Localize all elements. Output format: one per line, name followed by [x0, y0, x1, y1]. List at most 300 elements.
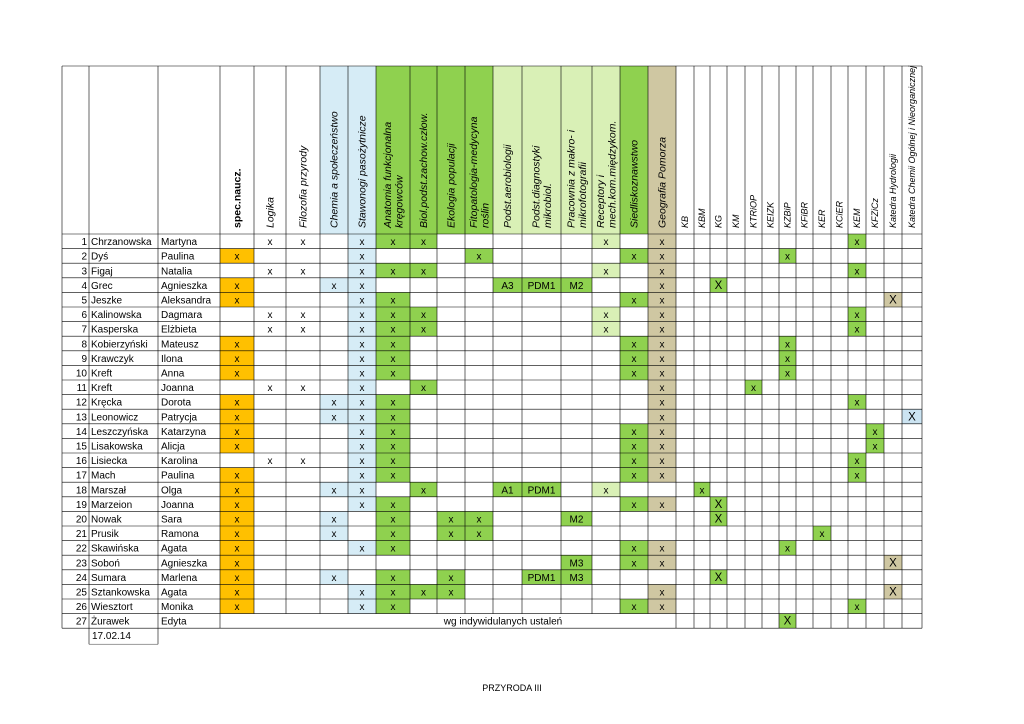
assignment-mark: x — [234, 251, 240, 263]
assignment-mark: x — [390, 266, 396, 278]
assignment-mark: x — [359, 266, 365, 278]
assignment-mark: x — [390, 339, 396, 351]
column-header-7: Biol.podst.zachow.człow. — [418, 112, 431, 228]
assignment-mark: x — [631, 339, 637, 351]
assignment-mark: x — [659, 426, 665, 438]
assignment-mark: x — [872, 426, 878, 438]
assignment-mark: x — [854, 266, 860, 278]
assignment-mark: x — [331, 412, 337, 424]
column-header-29: Katedra Chemii Ogólnej i Nieorganicznej — [907, 65, 918, 228]
row-number: 4 — [81, 280, 87, 292]
assignment-mark: x — [854, 324, 860, 336]
assignment-mark: x — [359, 426, 365, 438]
assignment-mark: x — [390, 441, 396, 453]
student-surname: Kręcka — [91, 397, 123, 409]
column-header-12: Pracownia z makro- imikrofotografii — [565, 129, 589, 228]
table-row — [220, 395, 866, 410]
assignment-mark: x — [390, 470, 396, 482]
assignment-mark: x — [421, 587, 426, 599]
student-surname: Lisakowska — [91, 441, 143, 453]
student-first-name: Alicja — [161, 441, 185, 453]
column-header-27: KFZiCz — [870, 198, 881, 228]
row-number: 20 — [75, 514, 87, 526]
assignment-mark: x — [854, 310, 860, 322]
student-surname: Grec — [91, 280, 113, 292]
column-header-3: Filozofia przyrody — [297, 145, 310, 228]
assignment-mark: x — [359, 543, 365, 555]
assignment-mark: x — [659, 456, 665, 468]
assignment-mark: x — [476, 514, 482, 526]
assignment-mark: x — [267, 324, 273, 336]
row-number: 17 — [75, 470, 87, 482]
assignment-mark: x — [659, 368, 665, 380]
column-header-1: spec.naucz. — [231, 168, 244, 228]
column-header-21: KEIZK — [765, 201, 776, 228]
assignment-mark: x — [234, 587, 240, 599]
row-number: 24 — [75, 572, 87, 584]
table-row — [220, 424, 884, 439]
assignment-mark: M3 — [569, 558, 584, 570]
assignment-mark: x — [390, 397, 396, 409]
assignment-mark: x — [300, 310, 306, 322]
table-row — [220, 511, 727, 526]
assignment-mark: x — [631, 295, 637, 307]
column-header-26: KEM — [852, 208, 863, 228]
column-header-28: Katedra Hydrologii — [888, 153, 899, 228]
table-row — [220, 278, 727, 293]
column-header-19: KM — [731, 214, 742, 228]
student-first-name: Elżbieta — [161, 324, 197, 336]
column-header-2: Logika — [264, 197, 277, 228]
table-row — [220, 468, 866, 483]
assignment-mark: x — [631, 470, 637, 482]
assignment-mark: x — [234, 499, 240, 511]
student-first-name: Aleksandra — [161, 295, 212, 307]
student-surname: Kobierzyński — [91, 339, 148, 351]
student-surname: Lisiecka — [91, 456, 128, 468]
assignment-mark: x — [300, 324, 306, 336]
assignment-mark: x — [359, 499, 365, 511]
assignment-mark: x — [234, 543, 240, 555]
header-row — [320, 66, 676, 234]
assignment-mark: x — [872, 441, 878, 453]
assignment-mark: x — [359, 237, 365, 249]
assignment-mark: x — [300, 237, 306, 249]
assignment-mark: x — [631, 251, 637, 263]
assignment-mark: x — [234, 353, 240, 365]
assignment-mark: X — [783, 615, 792, 628]
assignment-mark: M2 — [569, 514, 584, 526]
student-surname: Wiesztort — [91, 602, 133, 614]
column-header-11: Podst.diagnostykimikrobiol. — [530, 145, 554, 228]
row-number: 3 — [81, 266, 87, 278]
column-header-25: KCiER — [834, 200, 845, 228]
assignment-mark: x — [359, 602, 365, 614]
row-number: 12 — [75, 397, 87, 409]
student-first-name: Anna — [161, 368, 185, 380]
assignment-mark: x — [390, 237, 396, 249]
assignment-mark: x — [390, 426, 396, 438]
table-row — [220, 497, 727, 512]
column-header-23: KFiBR — [799, 201, 810, 228]
assignment-mark: x — [359, 339, 365, 351]
assignment-mark: x — [659, 251, 665, 263]
row-number: 7 — [81, 324, 87, 336]
table-row — [220, 570, 727, 585]
student-surname: Żurawek — [91, 616, 130, 628]
assignment-mark: x — [659, 441, 665, 453]
student-surname: Mach — [91, 470, 116, 482]
student-first-name: Karolina — [161, 456, 198, 468]
assignment-mark: x — [854, 397, 860, 409]
student-surname: Skawińska — [91, 543, 139, 555]
assignment-mark: x — [390, 324, 396, 336]
student-first-name: Joanna — [161, 499, 194, 511]
row-number: 19 — [75, 499, 87, 511]
table-row — [348, 453, 866, 468]
column-header-4: Chemia a społeczeństwo — [328, 111, 341, 228]
assignment-mark: x — [359, 310, 365, 322]
assignment-mark: x — [331, 397, 337, 409]
student-first-name: Ramona — [161, 529, 199, 541]
assignment-mark: x — [359, 324, 365, 336]
assignment-mark: x — [359, 353, 365, 365]
assignment-mark: x — [631, 456, 637, 468]
student-first-name: Natalia — [161, 266, 193, 278]
assignment-mark: x — [267, 310, 273, 322]
assignment-mark: x — [659, 353, 665, 365]
assignment-mark: x — [234, 558, 240, 570]
column-header-10: Podst.aerobiologii — [502, 144, 515, 228]
column-header-6: Anatomia funkcjonalnakręgowców — [381, 121, 406, 228]
assignment-mark: X — [714, 571, 723, 584]
row-number: 13 — [75, 412, 87, 424]
column-header-8: Ekologia populacji — [445, 143, 458, 228]
table-row — [220, 351, 796, 366]
assignment-mark: X — [889, 586, 897, 599]
assignment-mark: x — [234, 339, 240, 351]
assignment-mark: x — [390, 456, 396, 468]
student-surname: Sumara — [91, 572, 127, 584]
assignment-mark: x — [421, 485, 426, 497]
student-surname: Sztankowska — [91, 587, 150, 599]
row-number: 23 — [75, 558, 87, 570]
column-header-14: Siedliskoznawstwo — [628, 139, 641, 228]
student-text — [76, 237, 916, 628]
assignment-mark: x — [359, 397, 365, 409]
page-footer: PRZYRODA III — [482, 683, 542, 693]
row-number: 10 — [75, 368, 87, 380]
assignment-mark: A3 — [501, 280, 514, 292]
student-surname: Figaj — [91, 266, 113, 278]
column-header-15: Geografia Pomorza — [656, 136, 669, 228]
assignment-mark: x — [659, 383, 665, 395]
student-surname: Dyś — [91, 251, 109, 263]
row-number: 9 — [81, 353, 87, 365]
assignment-mark: x — [448, 514, 454, 526]
row-number: 14 — [75, 426, 87, 438]
assignment-mark: x — [331, 485, 337, 497]
assignment-mark: x — [234, 412, 240, 424]
student-first-name: Agata — [161, 587, 188, 599]
assignment-mark: x — [631, 543, 637, 555]
assignment-mark: x — [300, 266, 306, 278]
assignment-mark: x — [854, 237, 860, 249]
row-number: 26 — [75, 602, 87, 614]
assignment-mark: x — [631, 353, 637, 365]
assignment-mark: x — [603, 324, 609, 336]
assignment-mark: x — [390, 499, 396, 511]
assignment-mark: x — [659, 295, 665, 307]
assignment-mark: x — [359, 383, 365, 395]
table-row — [220, 365, 796, 380]
table-row — [220, 541, 796, 556]
table-row — [220, 409, 922, 424]
row-number: 16 — [75, 456, 87, 468]
student-surname: Kreft — [91, 383, 113, 395]
student-surname: Nowak — [91, 514, 122, 526]
assignment-mark: x — [234, 441, 240, 453]
assignment-mark: x — [603, 237, 609, 249]
assignment-mark: x — [421, 266, 426, 278]
student-first-name: Katarzyna — [161, 426, 207, 438]
assignment-mark: X — [889, 294, 897, 307]
assignment-mark: M2 — [569, 280, 584, 292]
student-first-name: Monika — [161, 602, 194, 614]
date-stamp: 17.02.14 — [92, 631, 131, 642]
column-header-16: KB — [680, 215, 691, 228]
assignment-mark: X — [714, 498, 723, 511]
column-header-18: KG — [713, 214, 724, 228]
student-first-name: Paulina — [161, 251, 195, 263]
student-first-name: Mateusz — [161, 339, 199, 351]
individual-arrangement-note: wg indywidulanych ustaleń — [443, 616, 563, 628]
student-surname: Leszczyńska — [91, 426, 149, 438]
column-header-22: KZBiP — [782, 202, 793, 228]
assignment-mark: x — [659, 310, 665, 322]
assignment-mark: x — [659, 266, 665, 278]
assignment-mark: x — [603, 310, 609, 322]
assignment-mark: x — [659, 324, 665, 336]
assignment-mark: x — [659, 237, 665, 249]
assignment-mark: x — [234, 295, 240, 307]
assignment-mark: A1 — [501, 485, 514, 497]
assignment-mark: x — [331, 529, 337, 541]
assignment-mark: x — [390, 353, 396, 365]
assignment-mark: PDM1 — [527, 280, 556, 292]
column-header-13: Receptory imech.kom.międzykom. — [594, 120, 619, 228]
student-first-name: Agnieszka — [161, 280, 208, 292]
assignment-mark: x — [448, 529, 454, 541]
assignment-mark: x — [699, 485, 705, 497]
assignment-mark: x — [359, 295, 365, 307]
assignment-mark: x — [359, 470, 365, 482]
assignment-mark: x — [603, 485, 609, 497]
assignment-mark: x — [267, 266, 273, 278]
assignment-mark: x — [659, 339, 665, 351]
assignment-mark: x — [659, 587, 665, 599]
assignment-mark: x — [659, 543, 665, 555]
assignment-mark: x — [390, 368, 396, 380]
assignment-mark: x — [785, 251, 790, 263]
row-number: 11 — [76, 383, 87, 395]
assignment-mark: x — [785, 543, 790, 555]
assignment-mark: x — [659, 558, 665, 570]
assignment-mark: x — [631, 441, 637, 453]
assignment-mark: x — [390, 572, 396, 584]
student-first-name: Ilona — [161, 353, 183, 365]
student-surname: Marzeion — [91, 499, 133, 511]
assignment-mark: x — [421, 310, 426, 322]
assignment-mark: x — [390, 529, 396, 541]
assignment-mark: x — [659, 602, 665, 614]
row-number: 2 — [81, 251, 87, 263]
student-first-name: Marlena — [161, 572, 198, 584]
column-header-24: KER — [817, 209, 828, 228]
table-row — [220, 526, 831, 541]
assignment-mark: x — [631, 426, 637, 438]
student-first-name: Paulina — [161, 470, 195, 482]
assignment-mark: x — [390, 602, 396, 614]
assignment-mark: x — [854, 470, 860, 482]
assignment-mark: x — [359, 485, 365, 497]
assignment-mark: x — [819, 529, 825, 541]
student-first-name: Dagmara — [161, 310, 203, 322]
assignment-mark: x — [267, 237, 273, 249]
row-number: 8 — [81, 339, 87, 351]
student-first-name: Edyta — [161, 616, 187, 628]
assignment-mark: x — [659, 499, 665, 511]
assignment-mark: x — [300, 383, 306, 395]
assignment-mark: x — [234, 426, 240, 438]
assignment-mark: x — [476, 251, 482, 263]
student-first-name: Martyna — [161, 237, 198, 249]
assignment-mark: x — [267, 383, 273, 395]
row-number: 1 — [81, 237, 87, 249]
student-surname: Leonowicz — [91, 412, 139, 424]
assignment-mark: x — [234, 529, 240, 541]
row-number: 6 — [81, 310, 87, 322]
assignment-mark: X — [714, 279, 723, 292]
row-number: 21 — [75, 529, 87, 541]
student-first-name: Agata — [161, 543, 188, 555]
student-first-name: Sara — [161, 514, 183, 526]
student-surname: Marszał — [91, 485, 127, 497]
assignment-mark: x — [331, 572, 337, 584]
assignment-mark: x — [421, 383, 426, 395]
assignment-mark: x — [359, 456, 365, 468]
assignment-mark: x — [390, 310, 396, 322]
assignment-mark: x — [359, 587, 365, 599]
assignment-mark: x — [234, 368, 240, 380]
student-first-name: Olga — [161, 485, 183, 497]
assignment-mark: x — [234, 470, 240, 482]
assignment-mark: X — [714, 513, 723, 526]
student-surname: Chrzanowska — [91, 237, 152, 249]
assignment-mark: x — [390, 514, 396, 526]
student-first-name: Agnieszka — [161, 558, 208, 570]
column-header-9: Fitopatologia-medycynaroślin — [467, 116, 492, 228]
student-first-name: Joanna — [161, 383, 194, 395]
assignment-mark: x — [603, 266, 609, 278]
row-number: 18 — [75, 485, 87, 497]
assignment-mark: x — [359, 441, 365, 453]
assignment-mark: x — [631, 499, 637, 511]
assignment-mark: x — [390, 295, 396, 307]
assignment-mark: x — [631, 368, 637, 380]
assignment-mark: M3 — [569, 572, 584, 584]
student-first-name: Patrycja — [161, 412, 198, 424]
student-surname: Soboń — [91, 558, 120, 570]
row-number: 27 — [75, 616, 87, 628]
row-number: 25 — [75, 587, 87, 599]
assignment-mark: x — [785, 353, 790, 365]
assignment-mark: x — [234, 397, 240, 409]
assignment-mark: x — [659, 280, 665, 292]
assignment-mark: x — [267, 456, 273, 468]
assignment-mark: PDM1 — [527, 572, 556, 584]
assignment-mark: x — [659, 412, 665, 424]
table-row — [220, 438, 884, 453]
assignment-mark: x — [631, 558, 637, 570]
assignment-mark: x — [854, 602, 860, 614]
column-header-20: KTRiOP — [748, 194, 759, 228]
assignment-mark: x — [359, 412, 365, 424]
assignment-mark: x — [631, 602, 637, 614]
assignment-mark: x — [390, 412, 396, 424]
column-header-5: Stawonogi pasożytnicze — [356, 115, 369, 228]
assignment-mark: x — [234, 485, 240, 497]
student-surname: Kalinowska — [91, 310, 142, 322]
assignment-mark: x — [448, 587, 454, 599]
assignment-mark: x — [751, 383, 756, 395]
row-number: 5 — [81, 295, 87, 307]
assignment-mark: x — [785, 368, 790, 380]
student-surname: Prusik — [91, 529, 119, 541]
assignment-mark: x — [390, 587, 396, 599]
column-header-17: KBM — [697, 208, 708, 228]
assignment-mark: x — [234, 602, 240, 614]
assignment-mark: x — [659, 397, 665, 409]
student-first-name: Dorota — [161, 397, 192, 409]
student-surname: Krawczyk — [91, 353, 134, 365]
assignment-mark: x — [300, 456, 306, 468]
assignment-mark: x — [659, 470, 665, 482]
table-row — [220, 249, 796, 264]
row-number: 22 — [75, 543, 87, 555]
assignment-mark: x — [421, 324, 426, 336]
assignment-mark: x — [359, 280, 365, 292]
assignment-mark: x — [448, 572, 454, 584]
assignment-mark: x — [234, 280, 240, 292]
assignment-mark: x — [421, 237, 426, 249]
assignment-mark: x — [854, 456, 860, 468]
assignment-mark: x — [234, 514, 240, 526]
assignment-mark: x — [234, 572, 240, 584]
row-number: 15 — [75, 441, 87, 453]
table-row — [220, 336, 796, 351]
table-row — [220, 599, 866, 614]
assignment-mark: X — [908, 411, 916, 424]
assignment-mark: x — [331, 280, 337, 292]
student-surname: Kasperska — [91, 324, 139, 336]
student-surname: Kreft — [91, 368, 113, 380]
assignment-mark: X — [889, 557, 897, 570]
assignment-mark: x — [331, 514, 337, 526]
assignment-mark: x — [359, 368, 365, 380]
assignment-mark: x — [390, 543, 396, 555]
assignment-mark: x — [359, 251, 365, 263]
